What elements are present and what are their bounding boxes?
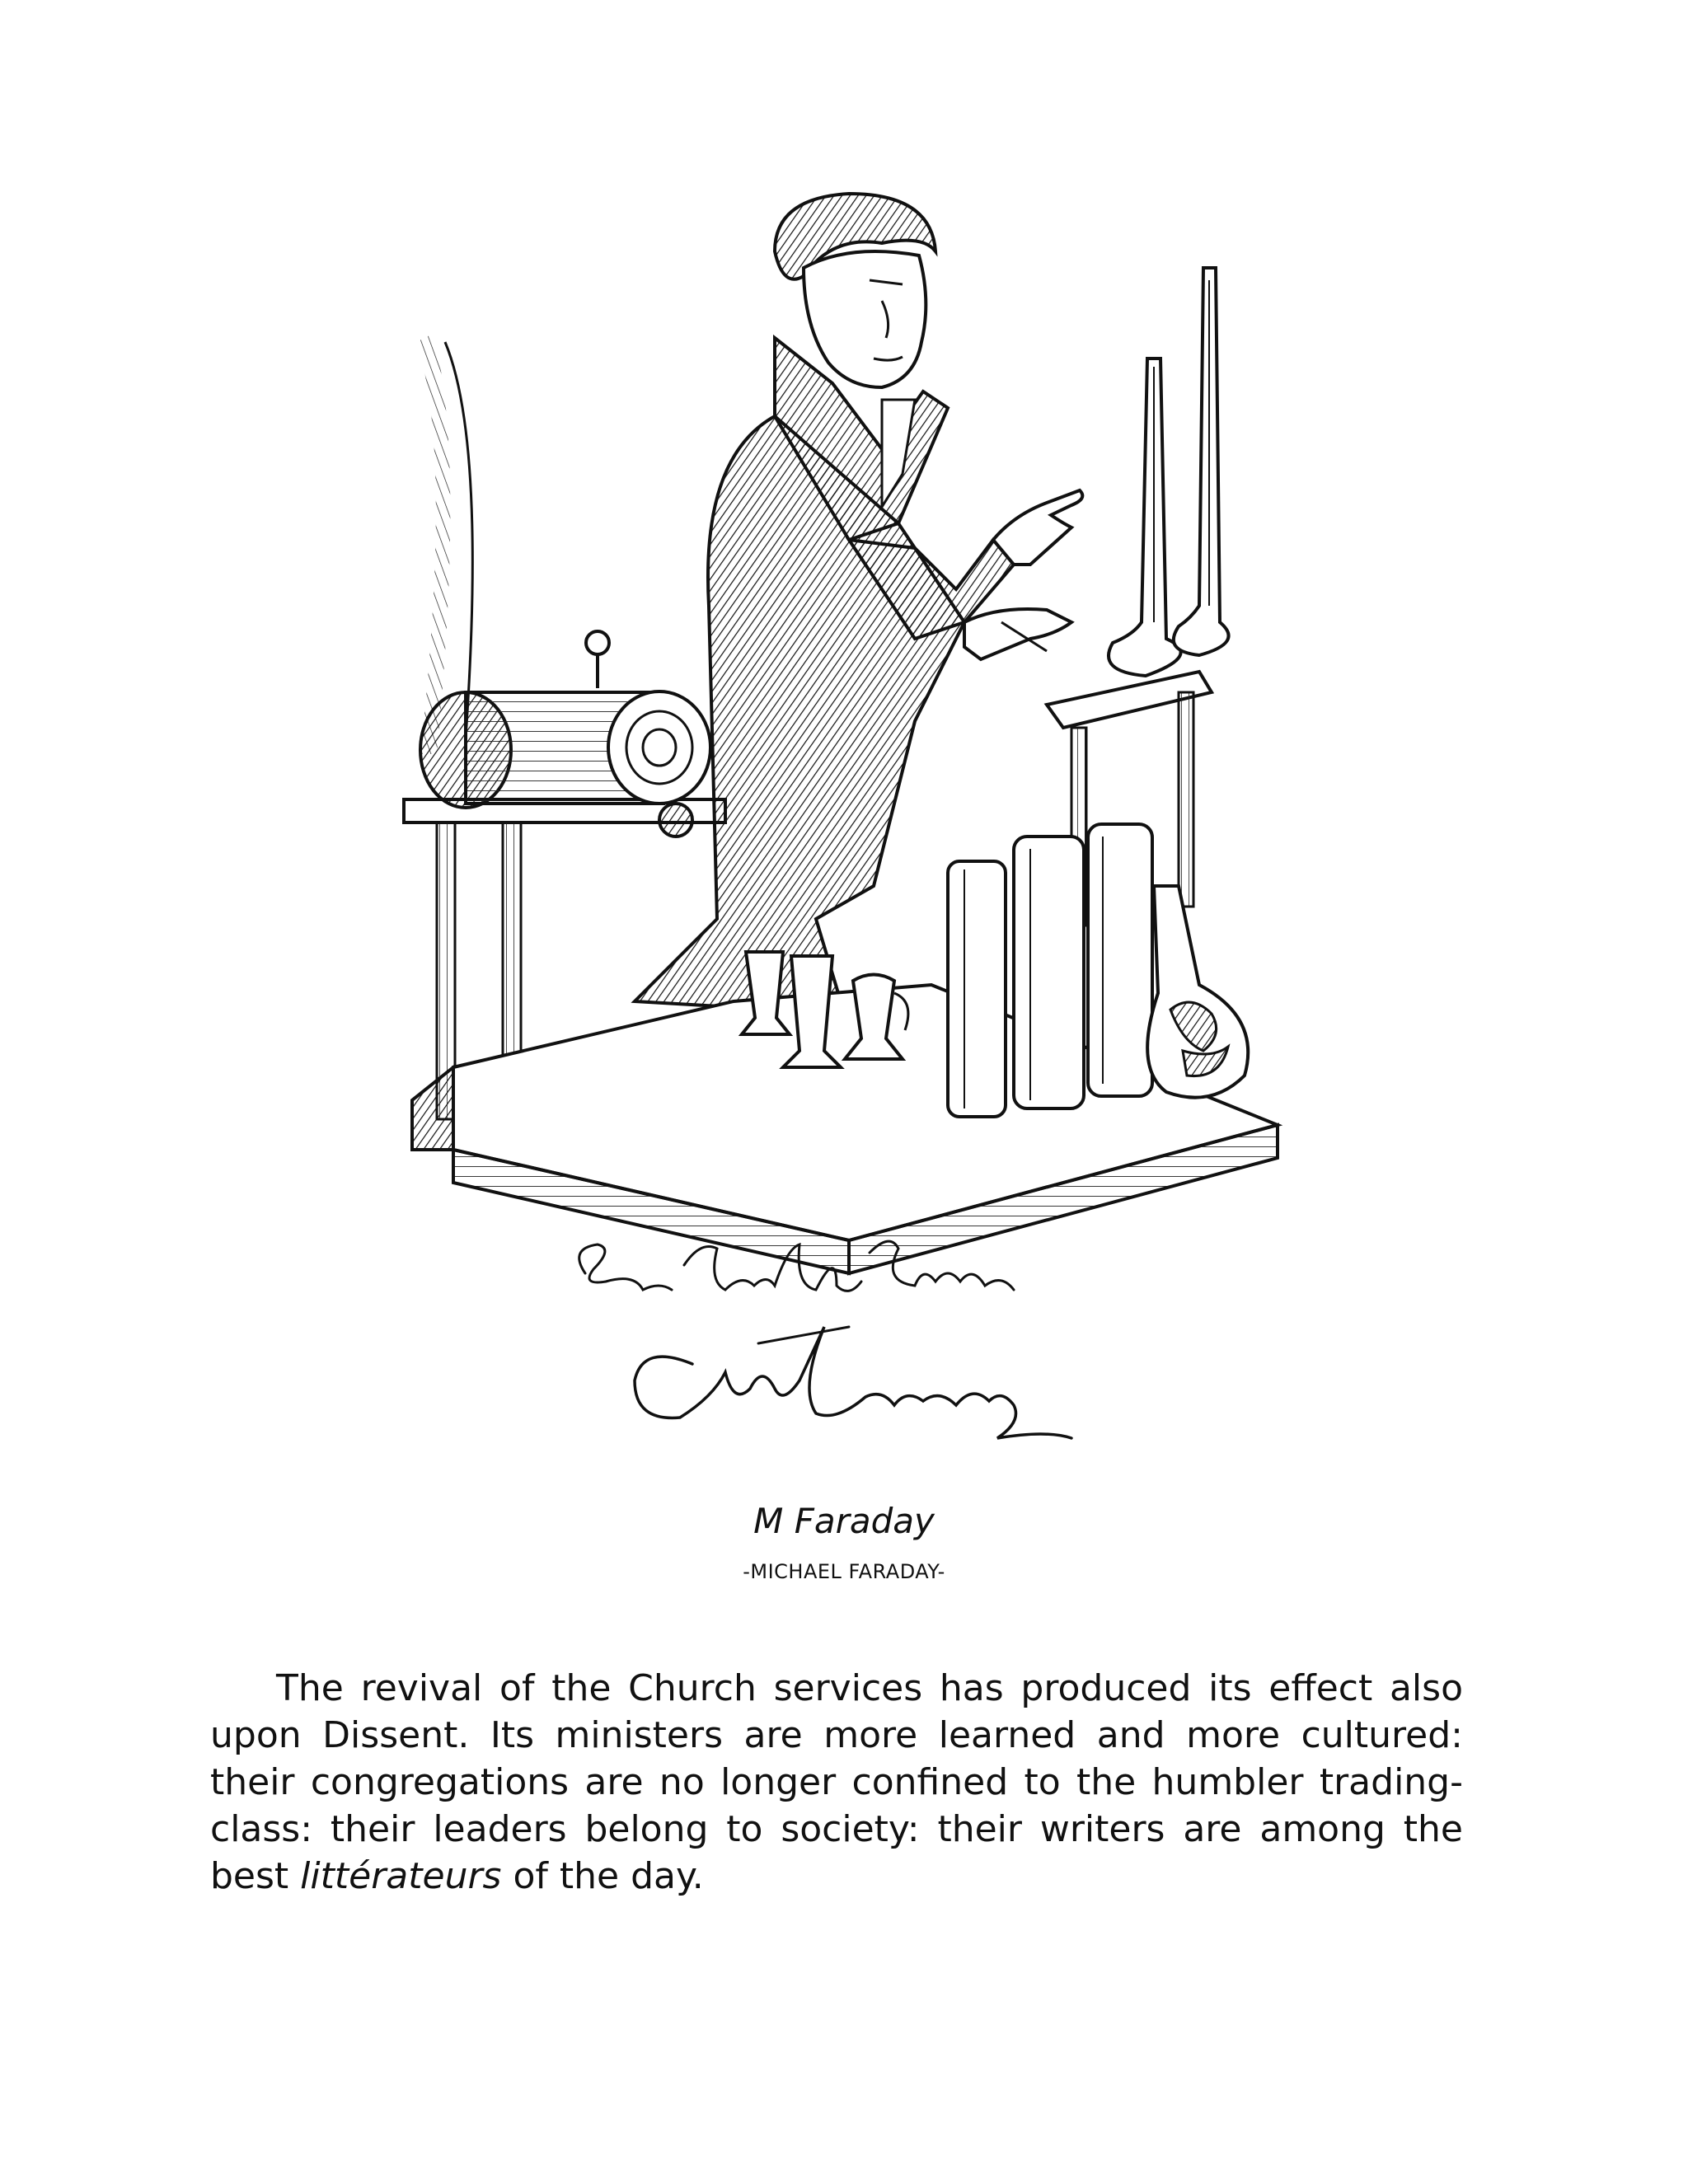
- engraving-figure: [387, 177, 1311, 1496]
- figure-caption-title: M Faraday: [753, 1501, 935, 1541]
- paragraph-text-start: The revival of the Church services has produced its effect also upon Dissent. Its ministers are more learned and more cultured: their congregations are no longer confined to the humbler trading-class: their leaders belong to society: their writers are among the best: [210, 1667, 1463, 1897]
- faraday-illustration: [387, 177, 1311, 1496]
- figure-caption-subtitle: -MICHAEL FARADAY-: [743, 1560, 945, 1583]
- paragraph-italic-word: littérateurs: [300, 1855, 502, 1897]
- paragraph-text-end: of the day.: [501, 1855, 704, 1897]
- body-paragraph: [210, 1665, 1463, 1900]
- handwritten-signature: [579, 1241, 1071, 1438]
